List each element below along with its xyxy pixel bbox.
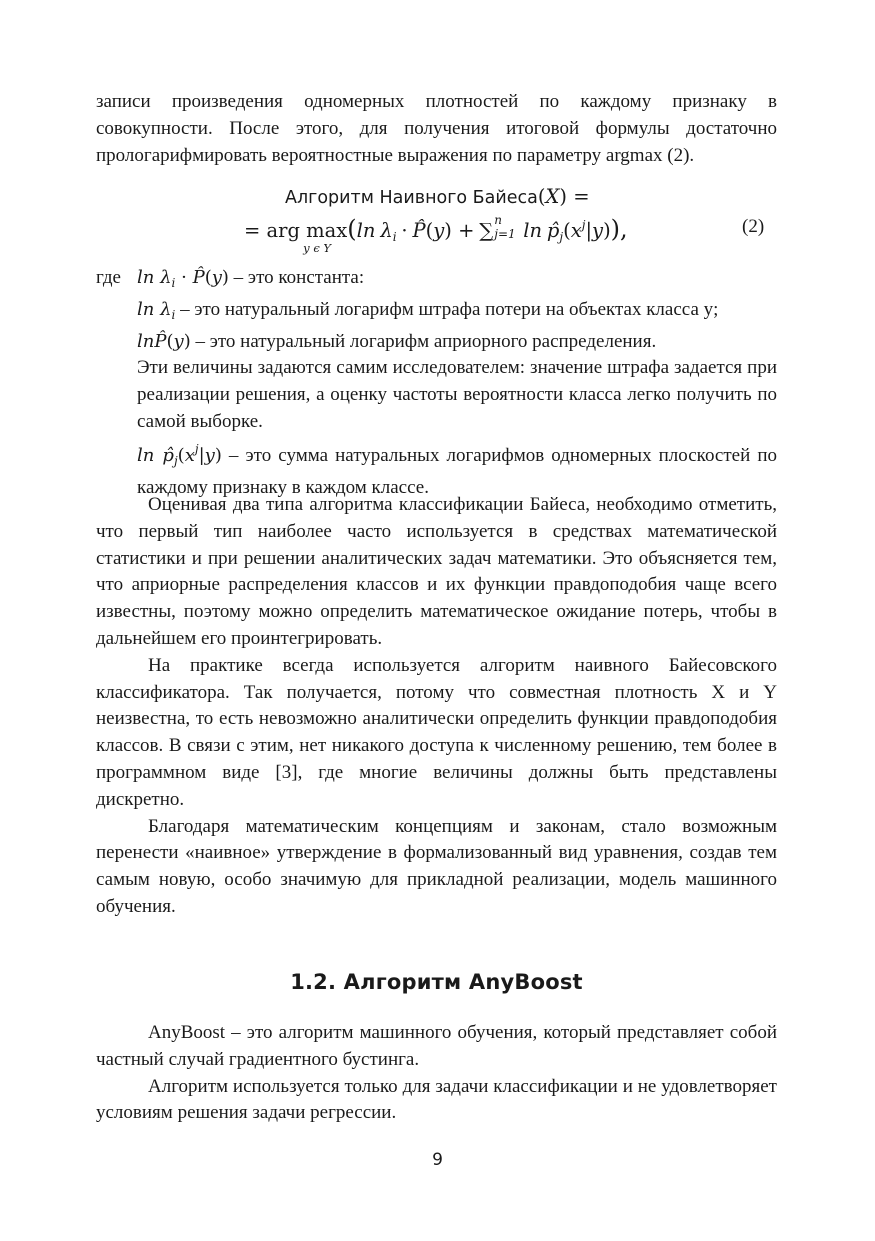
formula-line-2: = arg max y ϵ Y (ln $\lambda_i$ · P̂(y) + ∑ n j=1 $\ln p̂_j(x^j|y)$), bbox=[244, 213, 628, 255]
equation-number: (2) bbox=[742, 216, 765, 237]
paragraph-3: На практике всегда используется алгоритм наивного Байесовского классификатора. Так получается, потому что совместная плотность X и Y неизвестна, то есть невозможно аналитически определить функции правдоподобия классов. В связи с этим, нет никакого доступа к численному решению, тем более в программном виде [3], где многие величины должны быть представлены дискретно. bbox=[96, 654, 777, 810]
formula-sum: ∑ bbox=[479, 219, 494, 242]
paragraph-4: Благодаря математическим концепциям и законам, стало возможным перенести «наивное» утверждение в формализованный вид уравнения, создав тем самым новую, особо значимую для прикладной реализации, модель машинного обучения. bbox=[96, 815, 777, 917]
formula-eq-sign: = bbox=[573, 185, 590, 208]
where-item-prior: lnP̂(y) – это натуральный логарифм априорного распределения. bbox=[137, 330, 657, 352]
formula-argmax-prefix: = arg bbox=[244, 219, 307, 242]
formula-line-1: Алгоритм Наивного Байеса(X) = bbox=[285, 185, 590, 208]
where-item-lambda: $\ln \lambda_i$ – это натуральный логарифм штрафа потери на объектах класса y; bbox=[137, 298, 719, 322]
paragraph-intro: записи произведения одномерных плотностей по каждому признаку в совокупности. После этого, для получения итоговой формулы достаточно прологарифмировать вероятностные выражения по параметру argmax (2). bbox=[96, 91, 777, 166]
page-number: 9 bbox=[432, 1150, 443, 1170]
intro-paragraph bbox=[96, 89, 777, 169]
paragraph-6: Алгоритм используется только для задачи классификации и не удовлетворяет условиям решения задачи регрессии. bbox=[96, 1075, 777, 1124]
section-heading: 1.2. Алгоритм AnyBoost bbox=[290, 970, 583, 994]
body-paragraphs bbox=[96, 492, 777, 921]
formula-under-max: y ϵ Y bbox=[303, 241, 332, 255]
where-item-explanation: Эти величины задаются самим исследователем: значение штрафа задается при реализации решения, а оценку частоты вероятности класса легко получить по самой выборке. bbox=[137, 357, 777, 432]
paragraph-5: AnyBoost – это алгоритм машинного обучения, который представляет собой частный случай градиентного бустинга. bbox=[96, 1022, 777, 1070]
section-paragraphs bbox=[96, 1020, 777, 1127]
where-item-constant: где $\ln \lambda_i$ · P̂(y) – это константа: bbox=[96, 267, 365, 290]
where-block bbox=[96, 265, 777, 501]
where-item-sum: $\ln p̂_j(x^j|y)$ – это сумма натуральных логарифмов одномерных плоскостей по каждому признаку в каждом классе. bbox=[137, 441, 777, 498]
formula-algorithm-name: Алгоритм Наивного Байеса bbox=[285, 188, 538, 208]
formula-max: max bbox=[306, 219, 348, 242]
where-label: где bbox=[96, 267, 121, 288]
formula-arg-x: X bbox=[545, 185, 560, 208]
paragraph-2: Оценивая два типа алгоритма классификации Байеса, необходимо отметить, что первый тип наиболее часто используется в средствах математической статистики и при решении аналитических задач математики. Это объясняется тем, что априорные распределения классов и их функции правдоподобия чаще всего известны, поэтому можно определить математическое ожидание потерь, чтобы в дальнейшем его проинтегрировать. bbox=[96, 494, 777, 649]
